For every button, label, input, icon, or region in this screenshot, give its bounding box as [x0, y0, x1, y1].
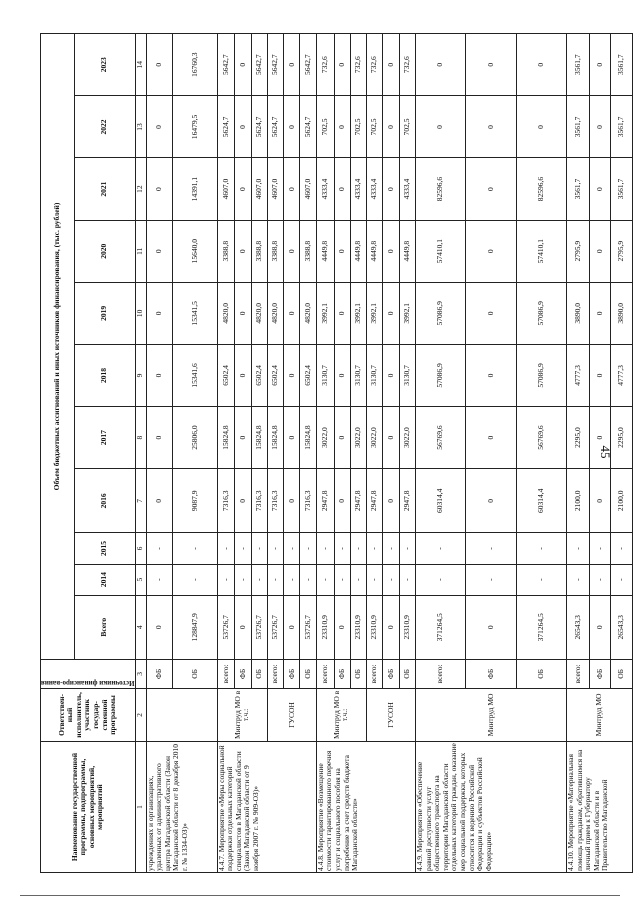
funding-value: - [251, 564, 267, 595]
funding-value: 15341,6 [173, 344, 217, 406]
funding-value: 0 [383, 34, 399, 96]
measure-name: 4.4.9. Мероприятие «Обеспечение равной доступности услуг общественного транспорта на территории Магаданской области отдельных категорий граждан, оказание мер социальной поддержки, которых относится к ведению Российской Федерации и субъектов Российской Федерации» [415, 742, 566, 873]
funding-value: 5624,7 [217, 96, 235, 158]
funding-value: 15824,8 [251, 407, 267, 469]
column-number: 14 [135, 34, 146, 96]
funding-source: ОБ [173, 659, 217, 688]
measure-name: 4.4.8. Мероприятие «Возмещение стоимости гарантированного перечня услуг и социального пособия на погребение за счет средств бюджета Магаданской области» [316, 742, 415, 873]
funding-source: ФБ [146, 659, 173, 688]
column-number: 10 [135, 282, 146, 344]
header-funding-group: Объем бюджетных ассигнований и иных источников финансирования, (тыс. рублей) [41, 34, 75, 660]
funding-value: 3992,1 [316, 282, 334, 344]
header-source: Источники финансиро-вания [41, 659, 136, 688]
funding-value: 0 [146, 282, 173, 344]
funding-value: 4449,8 [316, 220, 334, 282]
funding-source: всего: [217, 659, 235, 688]
executor: ГУСОН [267, 688, 316, 741]
funding-value: - [334, 564, 350, 595]
funding-value: 0 [334, 34, 350, 96]
funding-value: 702,5 [316, 96, 334, 158]
funding-value: 2795,9 [611, 220, 632, 282]
funding-value: 0 [589, 407, 610, 469]
table-row [415, 34, 465, 873]
funding-value: 0 [516, 96, 566, 158]
funding-value: 4333,4 [399, 158, 415, 220]
funding-value: - [334, 533, 350, 564]
funding-value: 0 [146, 220, 173, 282]
funding-value: 0 [383, 158, 399, 220]
funding-value: 3022,0 [399, 407, 415, 469]
funding-value: 0 [415, 34, 465, 96]
funding-value: 3992,1 [399, 282, 415, 344]
funding-value: 702,5 [350, 96, 366, 158]
funding-value: 26543,3 [566, 595, 589, 659]
funding-value: 4449,8 [350, 220, 366, 282]
funding-value: 5642,7 [267, 34, 283, 96]
funding-value: 3561,7 [611, 96, 632, 158]
column-number: 7 [135, 469, 146, 533]
funding-value: 0 [146, 595, 173, 659]
funding-value: 0 [284, 220, 300, 282]
funding-value: 0 [235, 220, 251, 282]
funding-value: 57086,9 [516, 344, 566, 406]
funding-value: 3561,7 [611, 34, 632, 96]
funding-value: 4820,0 [300, 282, 316, 344]
funding-value: 0 [284, 595, 300, 659]
funding-value: 371264,5 [516, 595, 566, 659]
funding-value: 2100,0 [611, 469, 632, 533]
funding-value: 3561,7 [611, 158, 632, 220]
funding-value: 3022,0 [350, 407, 366, 469]
funding-value: - [367, 533, 383, 564]
funding-value: 56769,6 [516, 407, 566, 469]
funding-source: ФБ [466, 659, 516, 688]
header-executor: Ответствен-ный исполнитель, участник государ-ственной программы [41, 688, 136, 741]
funding-value: 5642,7 [217, 34, 235, 96]
funding-value: 5624,7 [251, 96, 267, 158]
funding-value: 3992,1 [350, 282, 366, 344]
funding-value: - [146, 564, 173, 595]
funding-value: - [589, 564, 610, 595]
funding-source: ОБ [399, 659, 415, 688]
measure-name: 4.4.7. Мероприятие «Меры социальной поддержки отдельных категорий специалистов в Магаданской области (Закон Магаданской области от 9 ноября 2007 г. № 909-ОЗ)» [217, 742, 316, 873]
funding-value: 4333,4 [316, 158, 334, 220]
header-year: 2021 [74, 158, 135, 220]
funding-value: 25806,0 [173, 407, 217, 469]
column-number: 1 [135, 742, 146, 873]
funding-value: 3130,7 [367, 344, 383, 406]
funding-source: ОБ [350, 659, 366, 688]
funding-value: 4449,8 [399, 220, 415, 282]
funding-value: 0 [235, 595, 251, 659]
funding-value: 0 [334, 469, 350, 533]
funding-value: 3890,0 [611, 282, 632, 344]
funding-value: 4777,3 [566, 344, 589, 406]
funding-value: 3130,7 [316, 344, 334, 406]
funding-source: ФБ [383, 659, 399, 688]
funding-source: ОБ [251, 659, 267, 688]
funding-value: 6502,4 [300, 344, 316, 406]
funding-value: 0 [466, 34, 516, 96]
header-year: 2020 [74, 220, 135, 282]
funding-value: 6502,4 [251, 344, 267, 406]
funding-value: 23310,9 [367, 595, 383, 659]
funding-value: 15341,5 [173, 282, 217, 344]
funding-value: 702,5 [367, 96, 383, 158]
funding-value: - [367, 564, 383, 595]
funding-value: 0 [334, 344, 350, 406]
funding-value: 0 [383, 220, 399, 282]
funding-value: 0 [235, 469, 251, 533]
table-row [316, 34, 334, 873]
funding-value: 0 [466, 96, 516, 158]
column-number: 12 [135, 158, 146, 220]
funding-value: - [566, 533, 589, 564]
funding-value: 2947,8 [316, 469, 334, 533]
funding-value: 0 [284, 158, 300, 220]
funding-source: ОБ [516, 659, 566, 688]
header-year: 2023 [74, 34, 135, 96]
funding-value: 2947,8 [350, 469, 366, 533]
funding-value: - [350, 533, 366, 564]
funding-value: 0 [334, 158, 350, 220]
funding-value: 57410,1 [415, 220, 465, 282]
funding-value: 0 [235, 96, 251, 158]
funding-value: 128847,9 [173, 595, 217, 659]
funding-value: - [173, 533, 217, 564]
funding-value: 0 [146, 34, 173, 96]
funding-value: - [173, 564, 217, 595]
funding-value: - [466, 564, 516, 595]
funding-value: - [300, 533, 316, 564]
funding-value: - [217, 533, 235, 564]
funding-value: 15824,8 [217, 407, 235, 469]
funding-value: - [235, 564, 251, 595]
funding-value: 0 [383, 595, 399, 659]
funding-table [40, 33, 633, 873]
table-row [217, 34, 235, 873]
funding-value: 5642,7 [251, 34, 267, 96]
funding-value: 0 [334, 407, 350, 469]
funding-value: 23310,9 [316, 595, 334, 659]
header-year: 2017 [74, 407, 135, 469]
funding-value: 23310,9 [399, 595, 415, 659]
funding-value: 371264,5 [415, 595, 465, 659]
funding-value: 0 [146, 407, 173, 469]
funding-value: 4820,0 [217, 282, 235, 344]
funding-value: 57086,9 [415, 344, 465, 406]
funding-value: 82596,6 [516, 158, 566, 220]
funding-value: 57086,9 [415, 282, 465, 344]
funding-value: 0 [466, 407, 516, 469]
funding-source: всего: [316, 659, 334, 688]
header-name: Наименование государственной программы, подпрограммы, основных мероприятий, мероприятий [41, 742, 136, 873]
funding-value: 3022,0 [367, 407, 383, 469]
funding-value: 0 [334, 220, 350, 282]
funding-value: 0 [334, 282, 350, 344]
funding-value: 0 [466, 469, 516, 533]
funding-value: 53726,7 [267, 595, 283, 659]
funding-value: 3388,8 [300, 220, 316, 282]
funding-source: всего: [566, 659, 589, 688]
funding-value: 0 [284, 282, 300, 344]
funding-value: 0 [589, 34, 610, 96]
column-number: 4 [135, 595, 146, 659]
funding-source: ФБ [334, 659, 350, 688]
funding-value: 7316,3 [300, 469, 316, 533]
funding-value: 732,6 [350, 34, 366, 96]
funding-value: - [611, 564, 632, 595]
funding-value: 0 [383, 469, 399, 533]
funding-value: 26543,3 [611, 595, 632, 659]
funding-value: 0 [589, 282, 610, 344]
funding-value: 6502,4 [267, 344, 283, 406]
header-year: Всего [74, 595, 135, 659]
column-number: 2 [135, 688, 146, 741]
funding-value: - [399, 564, 415, 595]
funding-value: 4607,0 [217, 158, 235, 220]
funding-value: 0 [466, 595, 516, 659]
measure-name: 4.4.10. Мероприятие «Материальная помощь гражданам, обратившимся на личный прием к Губернатору Магаданской области и в Правительство Магаданской [566, 742, 632, 873]
funding-source: ФБ [235, 659, 251, 688]
funding-value: - [350, 564, 366, 595]
executor: Минтруд МО в т.ч.: [316, 688, 366, 741]
funding-value: 3890,0 [566, 282, 589, 344]
funding-value: 4820,0 [267, 282, 283, 344]
funding-value: 732,6 [399, 34, 415, 96]
funding-value: 732,6 [316, 34, 334, 96]
funding-value: 6502,4 [217, 344, 235, 406]
funding-value: 4449,8 [367, 220, 383, 282]
header-year: 2014 [74, 564, 135, 595]
funding-value: 9087,9 [173, 469, 217, 533]
table-row [146, 34, 173, 873]
funding-value: 0 [383, 282, 399, 344]
funding-value: 0 [146, 469, 173, 533]
funding-value: 60314,4 [415, 469, 465, 533]
column-number: 13 [135, 96, 146, 158]
funding-value: 3388,8 [251, 220, 267, 282]
funding-value: 7316,3 [267, 469, 283, 533]
funding-value: 3992,1 [367, 282, 383, 344]
funding-value: - [251, 533, 267, 564]
funding-value: - [217, 564, 235, 595]
funding-value: 0 [589, 220, 610, 282]
funding-value: 0 [466, 220, 516, 282]
funding-value: 56769,6 [415, 407, 465, 469]
funding-value: 3130,7 [350, 344, 366, 406]
executor: ГУСОН [367, 688, 416, 741]
column-number: 8 [135, 407, 146, 469]
funding-value: 0 [334, 595, 350, 659]
executor: Минтруд МО [566, 688, 632, 741]
funding-value: 15824,8 [267, 407, 283, 469]
funding-value: 0 [235, 158, 251, 220]
funding-value: 0 [146, 344, 173, 406]
funding-value: 23310,9 [350, 595, 366, 659]
funding-value: 3388,8 [217, 220, 235, 282]
funding-value: 0 [146, 96, 173, 158]
funding-value: 732,6 [367, 34, 383, 96]
funding-value: 0 [284, 344, 300, 406]
funding-value: 0 [589, 96, 610, 158]
header-year: 2019 [74, 282, 135, 344]
funding-value: 0 [235, 282, 251, 344]
funding-value: - [284, 533, 300, 564]
funding-value: 702,5 [399, 96, 415, 158]
funding-value: 4333,4 [350, 158, 366, 220]
funding-value: 15824,8 [300, 407, 316, 469]
column-number: 5 [135, 564, 146, 595]
funding-value: 2100,0 [566, 469, 589, 533]
funding-value: - [415, 564, 465, 595]
column-number: 11 [135, 220, 146, 282]
funding-value: 3561,7 [566, 34, 589, 96]
funding-value: 0 [466, 344, 516, 406]
funding-value: 0 [284, 96, 300, 158]
funding-value: 7316,3 [217, 469, 235, 533]
funding-value: - [399, 533, 415, 564]
executor: Минтруд МО в т.ч.: [217, 688, 267, 741]
funding-value: - [235, 533, 251, 564]
header-year: 2016 [74, 469, 135, 533]
funding-value: 0 [235, 344, 251, 406]
funding-value: 4333,4 [367, 158, 383, 220]
funding-value: 2795,9 [566, 220, 589, 282]
funding-value: 0 [146, 158, 173, 220]
funding-source: всего: [267, 659, 283, 688]
funding-value: - [611, 533, 632, 564]
funding-value: 82596,6 [415, 158, 465, 220]
column-number: 6 [135, 533, 146, 564]
funding-value: 0 [589, 344, 610, 406]
funding-value: 4607,0 [251, 158, 267, 220]
funding-value: 3130,7 [399, 344, 415, 406]
funding-value: 16760,3 [173, 34, 217, 96]
funding-value: 5624,7 [267, 96, 283, 158]
funding-value: 0 [284, 34, 300, 96]
rotated-page [40, 33, 625, 873]
funding-value: - [383, 564, 399, 595]
funding-source: ОБ [300, 659, 316, 688]
funding-value: 3388,8 [267, 220, 283, 282]
funding-source: ОБ [611, 659, 632, 688]
funding-value: 0 [235, 34, 251, 96]
funding-value: - [516, 564, 566, 595]
table-row [566, 34, 589, 873]
measure-name: учреждениях и организациях, удаленных от административного центра Магаданской области (Закон Магаданской области от 8 декабря 2010 г. № 1334-ОЗ)» [146, 742, 217, 873]
funding-value: - [316, 564, 334, 595]
funding-value: 0 [284, 469, 300, 533]
funding-source: всего: [415, 659, 465, 688]
funding-value: - [415, 533, 465, 564]
funding-value: 0 [589, 158, 610, 220]
funding-value: 3561,7 [566, 158, 589, 220]
funding-value: - [566, 564, 589, 595]
header-year: 2015 [74, 533, 135, 564]
funding-value: 0 [383, 407, 399, 469]
page-number: 45 [598, 445, 613, 459]
funding-value: 0 [383, 96, 399, 158]
funding-value: 15640,0 [173, 220, 217, 282]
funding-source: ФБ [589, 659, 610, 688]
funding-value: 53726,7 [251, 595, 267, 659]
executor: Минтруд МО [415, 688, 566, 741]
funding-value: - [146, 533, 173, 564]
funding-value: - [383, 533, 399, 564]
funding-value: 3561,7 [566, 96, 589, 158]
funding-value: - [267, 533, 283, 564]
header-year: 2022 [74, 96, 135, 158]
bottom-rule [20, 895, 620, 896]
funding-value: - [267, 564, 283, 595]
funding-value: 4607,0 [267, 158, 283, 220]
funding-value: 0 [284, 407, 300, 469]
funding-source: всего: [367, 659, 383, 688]
header-year: 2018 [74, 344, 135, 406]
funding-value: 14391,1 [173, 158, 217, 220]
funding-value: 0 [589, 469, 610, 533]
funding-value: - [466, 533, 516, 564]
funding-value: 60314,4 [516, 469, 566, 533]
funding-value: - [284, 564, 300, 595]
funding-value: 2947,8 [367, 469, 383, 533]
funding-value: 57086,9 [516, 282, 566, 344]
funding-value: 0 [334, 96, 350, 158]
funding-value: 0 [383, 344, 399, 406]
funding-value: 4777,3 [611, 344, 632, 406]
funding-source: ФБ [284, 659, 300, 688]
funding-value: 0 [466, 282, 516, 344]
executor [146, 688, 217, 741]
funding-value: 0 [516, 34, 566, 96]
funding-value: 16479,5 [173, 96, 217, 158]
funding-value: 2295,0 [611, 407, 632, 469]
funding-value: 53726,7 [217, 595, 235, 659]
funding-value: 53726,7 [300, 595, 316, 659]
funding-value: - [516, 533, 566, 564]
funding-value: 0 [589, 595, 610, 659]
funding-value: 5624,7 [300, 96, 316, 158]
column-number: 3 [135, 659, 146, 688]
funding-value: 0 [235, 407, 251, 469]
funding-value: - [589, 533, 610, 564]
funding-value: 0 [415, 96, 465, 158]
funding-value: 3022,0 [316, 407, 334, 469]
funding-value: - [300, 564, 316, 595]
funding-value: 7316,3 [251, 469, 267, 533]
funding-value: 5642,7 [300, 34, 316, 96]
funding-value: - [316, 533, 334, 564]
funding-value: 4820,0 [251, 282, 267, 344]
funding-value: 0 [466, 158, 516, 220]
funding-value: 2947,8 [399, 469, 415, 533]
funding-value: 2295,0 [566, 407, 589, 469]
column-number: 9 [135, 344, 146, 406]
funding-value: 4607,0 [300, 158, 316, 220]
funding-value: 57410,1 [516, 220, 566, 282]
